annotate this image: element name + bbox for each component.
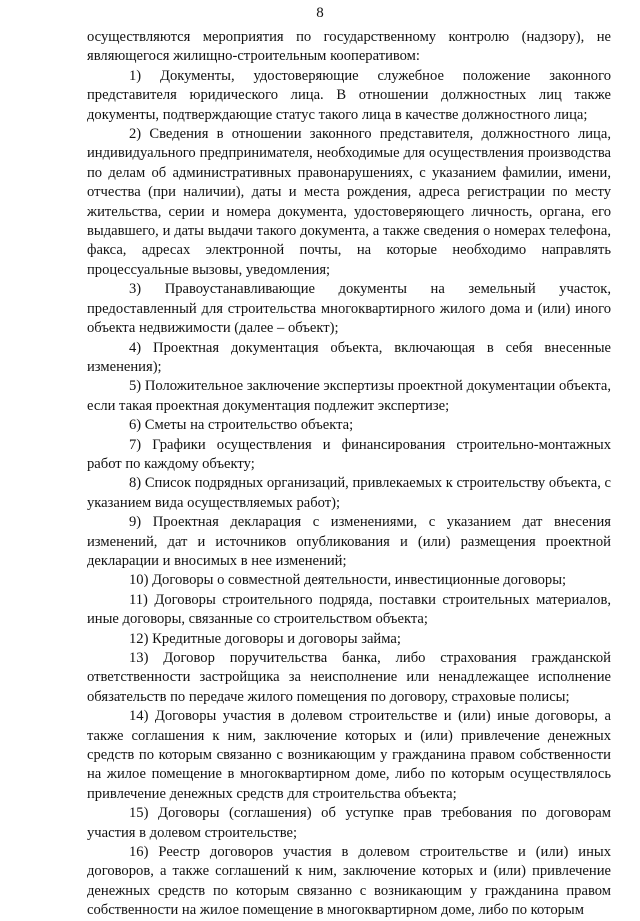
document-body xyxy=(87,28,611,921)
list-item-10: 10) Договоры о совместной деятельности, инвестиционные договоры; xyxy=(129,572,567,589)
list-item-12: 12) Кредитные договоры и договоры займа; xyxy=(129,630,401,647)
page-number: 8 xyxy=(316,5,324,21)
list-item-14: 14) Договоры участия в долевом строительстве и (или) иные договоры, а также соглашения к ним, заключение которых и (или) привлечение денежных средств по которым связанно с возникающим у гражданина правом собственности на жилое помещение в многоквартирном доме, либо по которым осуществлялось привлечение денежных средств для строительства объекта; xyxy=(87,708,611,802)
list-item-6: 6) Сметы на строительство объекта; xyxy=(129,417,354,434)
list-item-1: 1) Документы, удостоверяющие служебное положение законного представителя юридического лица. В отношении должностных лиц также документы, подтверждающие статус такого лица в качестве должностного лица; xyxy=(87,67,611,123)
list-item-4: 4) Проектная документация объекта, включающая в себя внесенные изменения); xyxy=(87,339,611,375)
list-item-9: 9) Проектная декларация с изменениями, с указанием дат внесения изменений, дат и источников опубликования и (или) размещения проектной декларации и вносимых в нее изменений; xyxy=(87,514,611,569)
list-item-7: 7) Графики осуществления и финансирования строительно-монтажных работ по каждому объекту; xyxy=(87,436,611,472)
list-item-5: 5) Положительное заключение экспертизы проектной документации объекта, если такая проектная документация подлежит экспертизе; xyxy=(87,378,611,414)
list-item-15: 15) Договоры (соглашения) об уступке прав требования по договорам участия в долевом строительстве; xyxy=(87,805,611,841)
list-item-11: 11) Договоры строительного подряда, поставки строительных материалов, иные договоры, связанные со строительством объекта; xyxy=(87,591,611,628)
paragraph-intro: осуществляются мероприятия по государственному контролю (надзору), не являющегося жилищно-строительным кооперативом: xyxy=(87,29,611,65)
list-item-13: 13) Договор поручительства банка, либо страхования гражданской ответственности застройщика за неисполнение или ненадлежащее исполнение обязательств по передаче жилого помещения по договору, страховые полисы; xyxy=(87,650,611,705)
list-item-2: 2) Сведения в отношении законного представителя, должностного лица, индивидуального предпринимателя, необходимые для осуществления производства по делам об административных правонарушениях, с указанием фамилии, имени, отчества (при наличии), даты и места рождения, адреса регистрации по месту жительства, серии и номера документа, удостоверяющего личность, органа, его выдавшего, и даты выдачи такого документа, а также сведения о номерах телефона, факса, адресах электронной почты, на которые необходимо направлять процессуальные вызовы, уведомления; xyxy=(87,126,611,278)
list-item-3: 3) Правоустанавливающие документы на земельный участок, предоставленный для строительства многоквартирного жилого дома и (или) иного объекта недвижимости (далее – объект); xyxy=(87,281,611,337)
list-item-16: 16) Реестр договоров участия в долевом строительстве и (или) иных договоров, а также соглашений к ним, заключение которых и (или) привлечение денежных средств по которым связанно с возникающим у гражданина правом собственности на жилое помещение в многоквартирном доме, либо по которым xyxy=(87,844,611,919)
list-item-8: 8) Список подрядных организаций, привлекаемых к строительству объекта, с указанием вида осуществляемых работ); xyxy=(87,475,611,511)
